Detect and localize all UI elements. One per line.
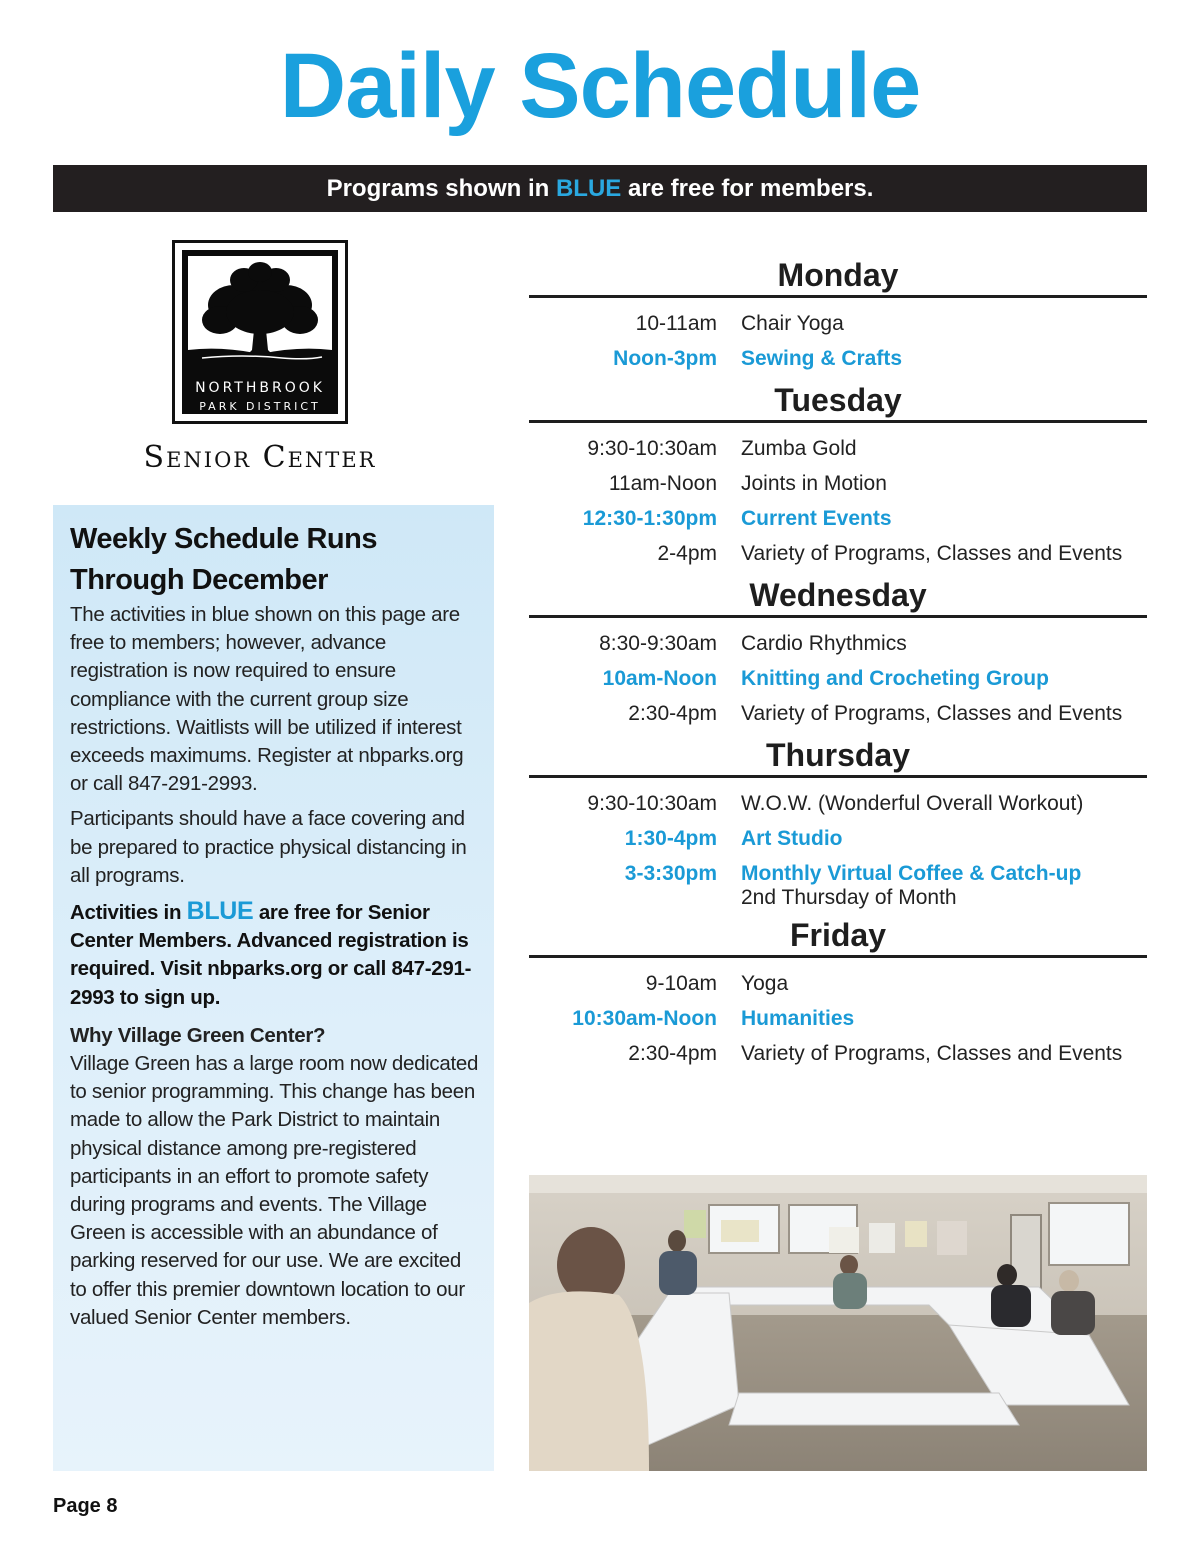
time-slot: 9:30-10:30am <box>587 792 717 815</box>
daily-schedule <box>529 255 1147 1075</box>
activity-note: 2nd Thursday of Month <box>741 886 957 909</box>
activity-cell <box>741 431 1147 466</box>
free-activities-paragraph <box>70 897 480 1012</box>
activity-cell <box>741 306 1147 341</box>
activity-cell <box>741 501 1147 536</box>
free-activities-end: are free for Senior Center Members. Advanced registration is required. Visit nbparks.org or call 847-291-2993 to sign up. <box>70 901 472 1009</box>
activity-name: Zumba Gold <box>741 437 857 460</box>
time-slot: 11am-Noon <box>608 472 717 495</box>
members-banner <box>53 165 1147 212</box>
park-district-logo <box>172 240 348 424</box>
info-box-content <box>70 519 480 1339</box>
logo-panel <box>182 250 338 414</box>
day-heading <box>529 575 1147 618</box>
logo-line-2: PARK DISTRICT <box>199 400 321 413</box>
time-slot: 9-10am <box>645 972 717 995</box>
time-slot: 10am-Noon <box>602 667 717 690</box>
day-block-wednesday <box>529 575 1147 735</box>
time-slot: 10:30am-Noon <box>572 1007 717 1030</box>
schedule-row <box>529 501 1147 536</box>
day-block-friday <box>529 915 1147 1075</box>
schedule-rows <box>529 423 1147 575</box>
day-block-tuesday <box>529 380 1147 575</box>
room-photo-image <box>529 1175 1147 1471</box>
activity-cell <box>741 1001 1147 1036</box>
activity-name: Variety of Programs, Classes and Events <box>741 702 1123 725</box>
activity-cell <box>741 661 1147 696</box>
activity-name: Monthly Virtual Coffee & Catch-up <box>741 862 1082 885</box>
time-slot: 2:30-4pm <box>628 702 717 725</box>
schedule-row <box>529 1001 1147 1036</box>
free-activities-start: Activities in <box>70 901 187 925</box>
time-slot: 2:30-4pm <box>628 1042 717 1065</box>
activity-cell <box>741 536 1147 571</box>
day-heading <box>529 735 1147 778</box>
activity-cell <box>741 1036 1147 1071</box>
logo-line-1: NORTHBROOK <box>195 380 325 396</box>
village-green-text: Village Green has a large room now dedicated to senior programming. This change has been made to allow the Park District to maintain physical distance among pre-registered participants in an effort to promote safety during programs and events. The Village Green is accessible with an abundance of parking reserved for our use. We are excited to offer this premier downtown location to our valued Senior Center members. <box>70 1052 479 1329</box>
time-slot: 12:30-1:30pm <box>582 507 717 530</box>
senior-center-wordmark: Senior Center <box>143 440 377 475</box>
day-heading <box>529 380 1147 423</box>
time-slot: 10-11am <box>635 312 717 335</box>
activity-cell <box>741 341 1147 376</box>
activity-cell <box>741 626 1147 661</box>
activity-name: Current Events <box>741 507 892 530</box>
schedule-row <box>529 1036 1147 1071</box>
info-box-heading: Weekly Schedule Runs Through December <box>70 523 377 596</box>
page-title: Daily Schedule <box>279 35 921 137</box>
activity-name: Humanities <box>741 1007 855 1030</box>
activity-cell <box>741 821 1147 856</box>
senior-center-room-photo <box>529 1175 1147 1471</box>
schedule-row <box>529 856 1147 911</box>
activity-name: Knitting and Crocheting Group <box>741 667 1049 690</box>
free-activities-blue-word: BLUE <box>186 897 254 926</box>
face-covering-paragraph: Participants should have a face covering and be prepared to practice physical distancing in all programs. <box>70 807 467 887</box>
village-green-paragraph <box>70 1022 480 1332</box>
schedule-row <box>529 821 1147 856</box>
banner-text-start: Programs shown in <box>326 175 556 202</box>
activity-cell <box>741 466 1147 501</box>
day-heading-text: Monday <box>777 257 899 293</box>
time-slot: 2-4pm <box>657 542 717 565</box>
activity-name: W.O.W. (Wonderful Overall Workout) <box>741 792 1084 815</box>
time-slot: 1:30-4pm <box>624 827 717 850</box>
day-heading-text: Friday <box>789 917 887 953</box>
schedule-row <box>529 466 1147 501</box>
schedule-rows <box>529 618 1147 735</box>
activity-name: Joints in Motion <box>741 472 887 495</box>
activity-cell <box>741 786 1147 821</box>
activity-cell <box>741 966 1147 1001</box>
schedule-row <box>529 786 1147 821</box>
day-block-monday <box>529 255 1147 380</box>
schedule-row <box>529 431 1147 466</box>
day-heading <box>529 255 1147 298</box>
registration-paragraph: The activities in blue shown on this page are free to members; however, advance registration is now required to ensure compliance with the current group size restrictions. Waitlists will be utilized if interest exceeds maximums. Register at nbparks.org or call 847-291-2993. <box>70 603 464 796</box>
banner-blue-word: BLUE <box>555 175 622 202</box>
schedule-row <box>529 661 1147 696</box>
activity-name: Variety of Programs, Classes and Events <box>741 1042 1123 1065</box>
activity-name: Sewing & Crafts <box>741 347 903 370</box>
schedule-row <box>529 966 1147 1001</box>
activity-name: Chair Yoga <box>741 312 844 335</box>
schedule-row <box>529 341 1147 376</box>
info-box <box>53 505 494 1471</box>
day-heading-text: Tuesday <box>774 382 902 418</box>
day-block-thursday <box>529 735 1147 915</box>
time-slot: 8:30-9:30am <box>599 632 717 655</box>
day-heading-text: Thursday <box>765 737 911 773</box>
activity-cell <box>741 696 1147 731</box>
schedule-row <box>529 696 1147 731</box>
activity-name: Variety of Programs, Classes and Events <box>741 542 1123 565</box>
schedule-row <box>529 626 1147 661</box>
activity-name: Cardio Rhythmics <box>741 632 907 655</box>
time-slot: Noon-3pm <box>613 347 717 370</box>
schedule-rows <box>529 958 1147 1075</box>
schedule-rows <box>529 778 1147 915</box>
schedule-row <box>529 536 1147 571</box>
activity-cell <box>741 856 1147 911</box>
time-slot: 3-3:30pm <box>624 862 717 885</box>
day-heading <box>529 915 1147 958</box>
schedule-row <box>529 306 1147 341</box>
page-number: Page 8 <box>53 1495 118 1517</box>
day-heading-text: Wednesday <box>749 577 927 613</box>
banner-text-end: are free for members. <box>621 175 874 202</box>
time-slot: 9:30-10:30am <box>587 437 717 460</box>
activity-name: Art Studio <box>741 827 843 850</box>
activity-name: Yoga <box>741 972 789 995</box>
schedule-rows <box>529 298 1147 380</box>
village-green-subheading: Why Village Green Center? <box>70 1023 326 1047</box>
